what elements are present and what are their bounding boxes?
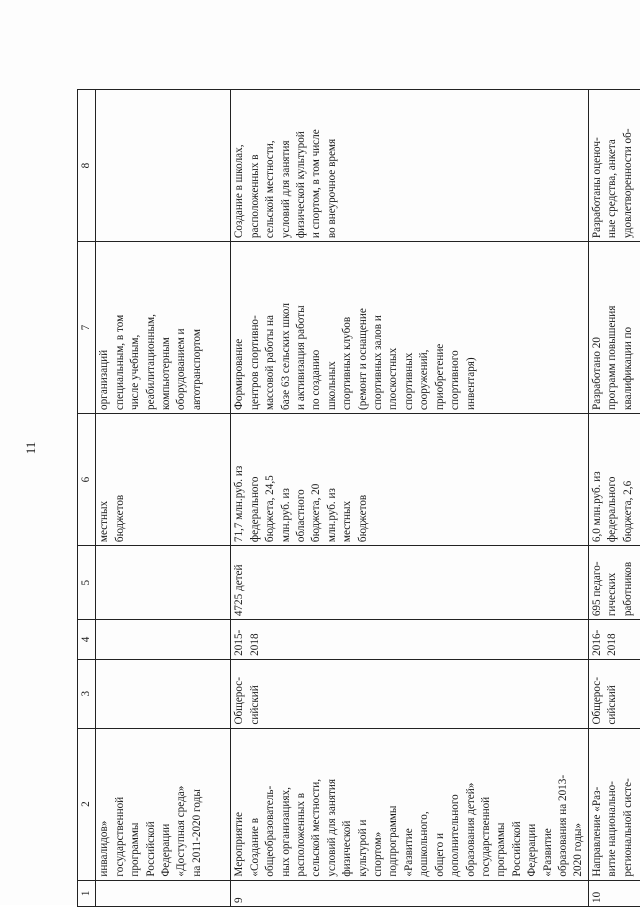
cell-line: 2018 xyxy=(606,633,619,656)
cell-line: областного xyxy=(295,489,308,543)
cell-line: «Доступная среда» xyxy=(175,785,188,877)
cell-line: удовлетворенности об- xyxy=(621,128,634,239)
cell-line: автотранспортом xyxy=(190,329,203,410)
cell-line: бюджетов xyxy=(356,494,369,543)
cell-line: условий для занятия xyxy=(325,779,338,877)
cell-line: федерального xyxy=(248,476,261,543)
cell-line: во внеурочное время xyxy=(325,138,338,239)
column-number-6: 6 xyxy=(78,413,96,545)
cell-line: бюджетов xyxy=(113,494,126,543)
cell-line: «Развитие xyxy=(402,828,415,877)
level-cell xyxy=(96,659,231,728)
header-row xyxy=(78,90,96,907)
row-number-cell: 10 xyxy=(588,880,640,906)
table-row xyxy=(588,90,640,907)
years-cell xyxy=(96,620,231,660)
cell-line: программы xyxy=(495,822,508,877)
cell-line: физической культурой xyxy=(295,131,308,239)
cell-line: специальным, в том xyxy=(113,314,126,410)
cell-line: расположенных в xyxy=(295,792,308,877)
cell-line: спортивных залов и xyxy=(372,315,385,410)
program-table xyxy=(77,89,640,907)
cell-line: массовой работы на xyxy=(264,315,277,410)
cell-line: и активизация работы xyxy=(295,305,308,410)
cell-line: дополнительного xyxy=(449,794,462,877)
column-number-1: 1 xyxy=(78,880,96,906)
cell-line: сельской местности, xyxy=(264,140,277,239)
table-row xyxy=(96,90,231,907)
cell-line: инвентаря) xyxy=(464,357,477,410)
cell-line: условий для занятия xyxy=(279,140,292,239)
column-number-8: 8 xyxy=(78,90,96,242)
cell-line: (ремонт и оснащение xyxy=(356,308,369,410)
cell-line: местных xyxy=(98,500,111,543)
cell-line: на 2011-2020 годы xyxy=(190,789,203,877)
cell-line: Федерации xyxy=(526,823,539,877)
cell-line: дошкольного, xyxy=(418,811,431,877)
cell-line: работников xyxy=(621,561,634,617)
cell-line: ных организациях, xyxy=(279,787,292,877)
scale-cell xyxy=(96,546,231,620)
cell-line: культурой и xyxy=(356,819,369,877)
cell-line: гических xyxy=(606,572,619,617)
cell-line: витие национально- xyxy=(606,781,619,877)
cell-line: общеобразователь- xyxy=(264,785,277,877)
cell-line: Общерос- xyxy=(233,677,246,725)
cell-line: образования детей» xyxy=(464,782,477,877)
cell-line: центров спортивно- xyxy=(248,315,261,410)
finance-cell xyxy=(231,413,588,545)
cell-line: программ повышения xyxy=(606,305,619,410)
cell-line: образования на 2013- xyxy=(556,774,569,877)
row-number-cell: 9 xyxy=(231,880,588,906)
cell-line: «Развитие xyxy=(541,828,554,877)
cell-line: сооружений, xyxy=(418,349,431,410)
cell-line: региональной систе- xyxy=(621,778,634,877)
cell-line: 2016- xyxy=(590,629,603,656)
cell-line: школьных xyxy=(325,361,338,410)
cell-line: спортивного xyxy=(449,350,462,410)
cell-line: 2018 xyxy=(248,633,261,656)
cell-line: сийский xyxy=(248,685,261,725)
cell-line: 71,7 млн.руб. из xyxy=(233,465,246,543)
cell-line: числе учебным, xyxy=(129,334,142,410)
cell-line: инвалидов» xyxy=(98,820,111,877)
tasks-cell xyxy=(231,242,588,414)
years-cell xyxy=(588,620,640,660)
cell-line: 4725 детей xyxy=(233,564,246,617)
cell-line: расположенных в xyxy=(248,154,261,239)
result-cell xyxy=(96,90,231,242)
result-cell xyxy=(588,90,640,242)
rotated-table-wrapper xyxy=(77,89,634,907)
measure-cell xyxy=(231,728,588,880)
cell-line: приобретение xyxy=(433,343,446,410)
column-number-2: 2 xyxy=(78,728,96,880)
cell-line: Мероприятие xyxy=(233,812,246,877)
cell-line: подпрограммы xyxy=(387,805,400,877)
measure-cell xyxy=(588,728,640,880)
years-cell xyxy=(231,620,588,660)
cell-line: государственной xyxy=(479,796,492,877)
cell-line: базе 63 сельских школ xyxy=(279,303,292,410)
cell-line: программы xyxy=(129,822,142,877)
cell-line: 2015- xyxy=(233,629,246,656)
measure-cell xyxy=(96,728,231,880)
table-row xyxy=(231,90,588,907)
scale-cell xyxy=(231,546,588,620)
tasks-cell xyxy=(96,242,231,414)
cell-line: и спортом, в том числе xyxy=(310,129,323,239)
result-cell xyxy=(231,90,588,242)
cell-line: спортом» xyxy=(372,831,385,877)
cell-line: Российской xyxy=(510,821,523,877)
cell-line: физической xyxy=(341,820,354,877)
cell-line: компьютерным xyxy=(160,337,173,410)
row-number-cell xyxy=(96,880,231,906)
cell-line: бюджета, 24,5 xyxy=(264,475,277,543)
cell-line: Федерации xyxy=(160,823,173,877)
cell-line: общего и xyxy=(433,833,446,877)
table-body xyxy=(96,90,640,907)
column-number-5: 5 xyxy=(78,546,96,620)
cell-line: государственной xyxy=(113,796,126,877)
cell-line: 2020 годы» xyxy=(572,823,585,877)
column-number-7: 7 xyxy=(78,242,96,414)
cell-line: сийский xyxy=(606,685,619,725)
cell-line: млн.руб. из xyxy=(325,488,338,543)
finance-cell xyxy=(588,413,640,545)
cell-line: плоскостных xyxy=(387,347,400,410)
cell-line: квалификации по xyxy=(621,326,634,410)
cell-line: реабилитационным, xyxy=(144,314,157,410)
cell-line: бюджета, 2,6 xyxy=(621,480,634,543)
cell-line: Общерос- xyxy=(590,677,603,725)
cell-line: 6,0 млн.руб. из xyxy=(590,471,603,543)
cell-line: по созданию xyxy=(310,349,323,410)
cell-line: «Создание в xyxy=(248,818,261,877)
cell-line: Разработаны оценоч- xyxy=(590,137,603,239)
column-number-4: 4 xyxy=(78,620,96,660)
scale-cell xyxy=(588,546,640,620)
column-number-3: 3 xyxy=(78,659,96,728)
cell-line: организаций xyxy=(98,349,111,410)
level-cell xyxy=(588,659,640,728)
cell-line: спортивных клубов xyxy=(341,316,354,410)
cell-line: ные средства, анкета xyxy=(606,139,619,239)
level-cell xyxy=(231,659,588,728)
cell-line: Российской xyxy=(144,821,157,877)
cell-line: спортивных xyxy=(402,352,415,410)
tasks-cell xyxy=(588,242,640,414)
cell-line: сельской местности, xyxy=(310,778,323,877)
cell-line: оборудованием и xyxy=(175,328,188,410)
cell-line: Формирование xyxy=(233,338,246,410)
finance-cell xyxy=(96,413,231,545)
cell-line: Разработано 20 xyxy=(590,337,603,410)
cell-line: федерального xyxy=(606,476,619,543)
table-sheet xyxy=(77,89,640,903)
cell-line: местных xyxy=(341,500,354,543)
page-number: 11 xyxy=(23,441,38,455)
cell-line: Направление «Раз- xyxy=(590,786,603,877)
cell-line: 695 педаго- xyxy=(590,561,603,617)
cell-line: Создание в школах, xyxy=(233,144,246,239)
cell-line: бюджета, 20 xyxy=(310,483,323,543)
cell-line: млн.руб. из xyxy=(279,488,292,543)
